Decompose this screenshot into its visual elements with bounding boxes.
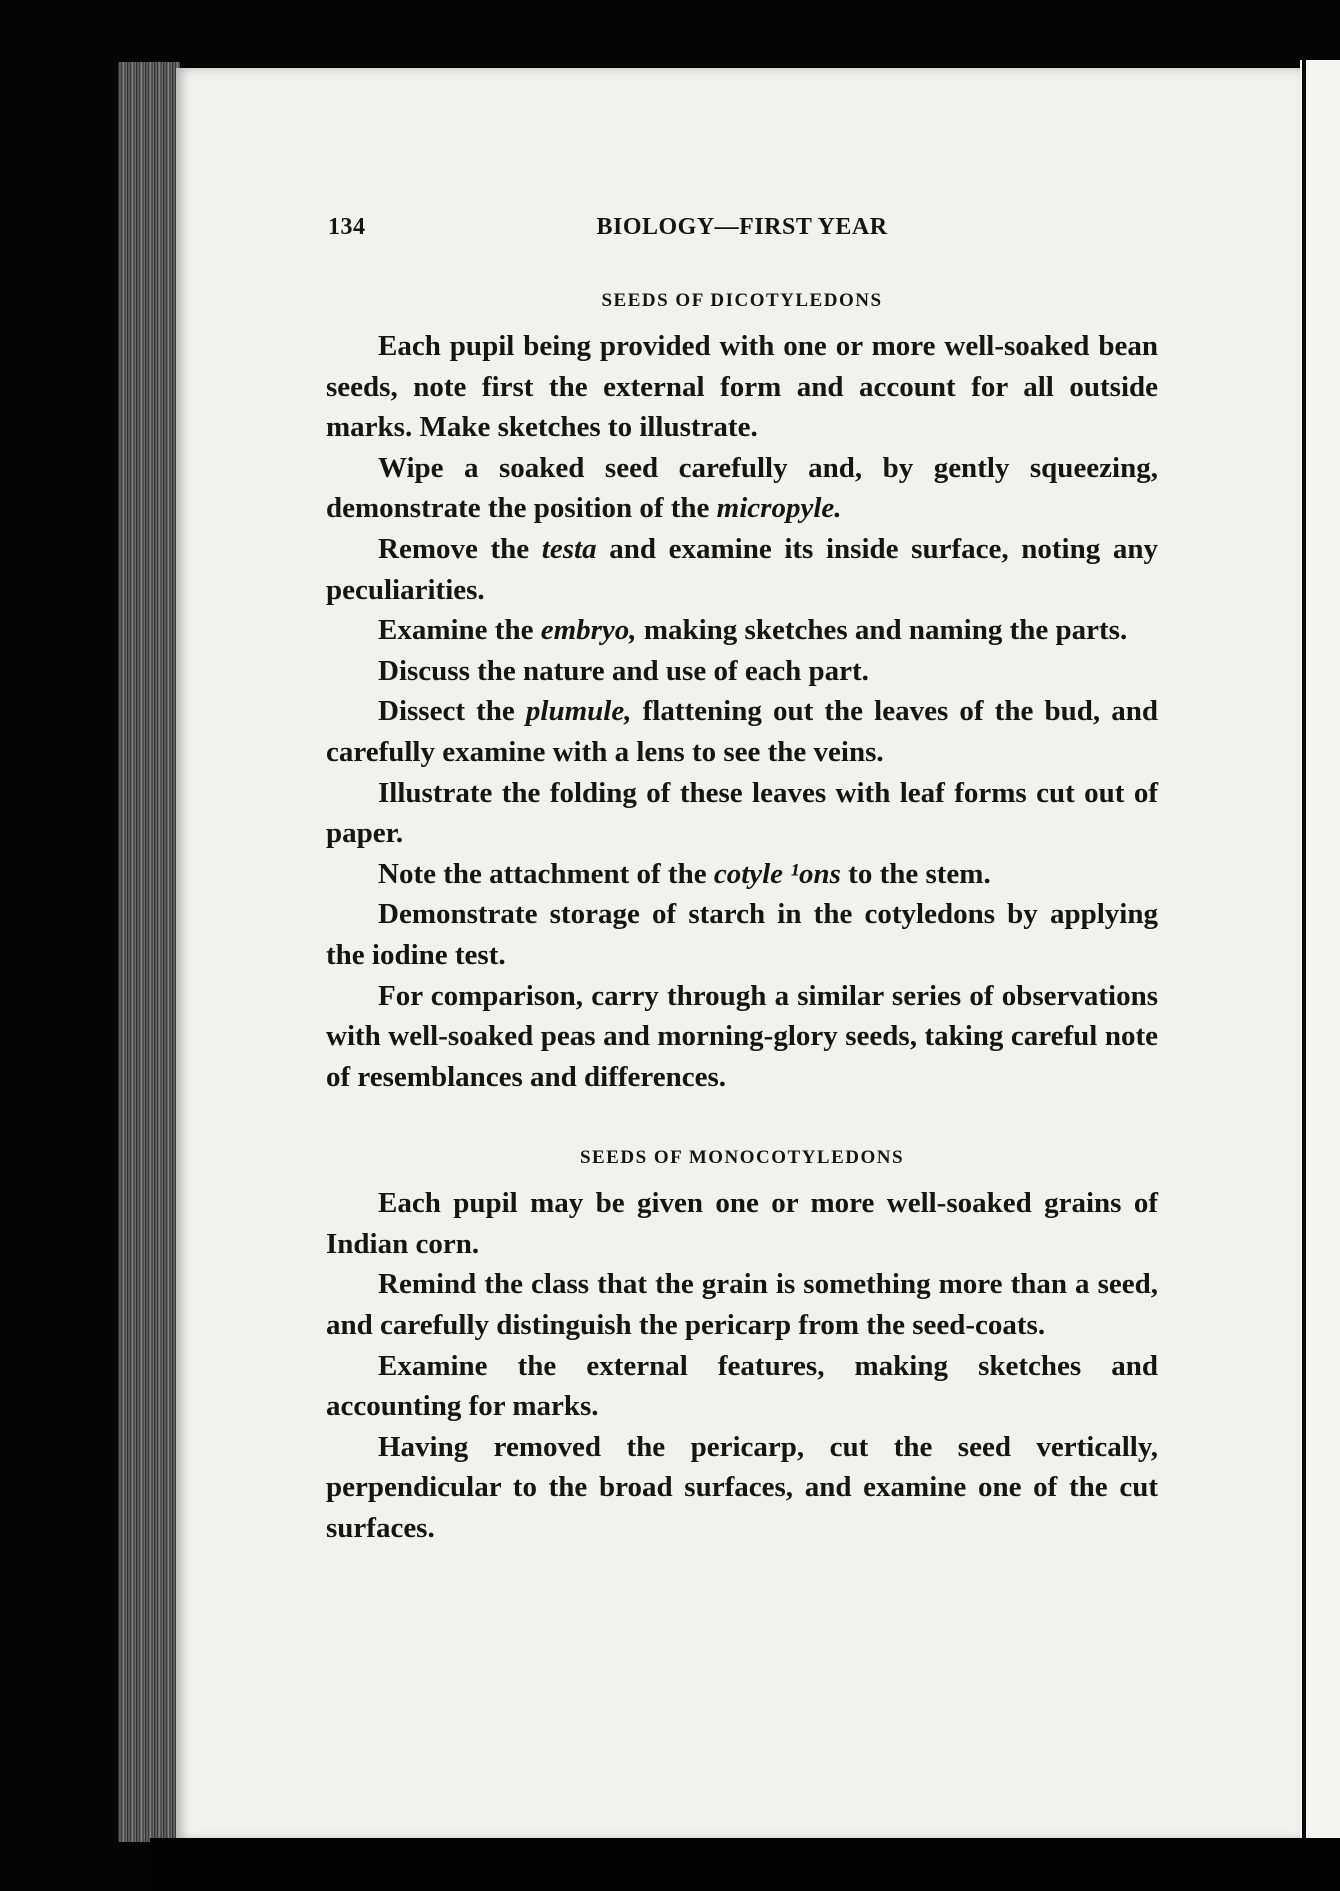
book-page-edges bbox=[118, 62, 180, 1842]
paragraph: Each pupil being provided with one or more well-soaked bean seeds, note first the external form and account for all outside marks. Make sketches to illustrate. bbox=[326, 330, 1158, 444]
paragraph: Each pupil may be given one or more well-soaked grains of Indian corn. bbox=[326, 1187, 1158, 1260]
section-heading: SEEDS OF DICOTYLEDONS bbox=[601, 290, 883, 311]
italic-term: embryo, bbox=[540, 614, 637, 647]
paragraph: Demonstrate storage of starch in the cotyledons by applying the iodine test. bbox=[326, 898, 1158, 971]
facing-page-edge bbox=[1300, 60, 1340, 1860]
section-dicotyledons bbox=[326, 290, 1158, 1097]
paragraph: Note the attachment of the cotyle ¹ons to the stem. bbox=[378, 857, 991, 890]
paragraph: Having removed the pericarp, cut the seed vertically, perpendicular to the broad surfaces, and examine one of the cut surfaces. bbox=[326, 1430, 1158, 1545]
paragraph: Remind the class that the grain is something more than a seed, and carefully distinguish the pericarp from the seed-coats. bbox=[326, 1268, 1158, 1342]
running-title: BIOLOGY—FIRST YEAR bbox=[596, 214, 888, 240]
gutter-shadow bbox=[1302, 60, 1306, 1860]
paragraph: Examine the external features, making sketches and accounting for marks. bbox=[326, 1349, 1158, 1423]
paragraph: Examine the embryo, making sketches and naming the parts. bbox=[378, 614, 1128, 647]
paragraph: Illustrate the folding of these leaves with leaf forms cut out of paper. bbox=[326, 776, 1158, 850]
italic-term: cotyle ¹ons bbox=[713, 857, 841, 890]
paragraph: Remove the testa and examine its inside surface, noting any peculiarities. bbox=[326, 532, 1158, 606]
page-text-block bbox=[326, 214, 1158, 1549]
paragraph: Discuss the nature and use of each part. bbox=[378, 654, 869, 687]
bottom-shadow bbox=[150, 1838, 1340, 1891]
section-monocotyledons bbox=[326, 1147, 1158, 1548]
italic-term: plumule, bbox=[525, 695, 632, 728]
paragraph: Dissect the plumule, flattening out the leaves of the bud, and carefully examine with a lens to see the veins. bbox=[326, 695, 1158, 768]
running-head bbox=[326, 214, 1158, 246]
italic-term: testa bbox=[541, 532, 597, 565]
italic-term: micropyle. bbox=[716, 492, 842, 525]
page-number: 134 bbox=[328, 214, 366, 240]
paragraph: For comparison, carry through a similar series of observations with well-soaked peas and morning-glory seeds, taking careful note of resemblances and differences. bbox=[326, 979, 1158, 1093]
section-heading: SEEDS OF MONOCOTYLEDONS bbox=[579, 1147, 905, 1169]
paragraph: Wipe a soaked seed carefully and, by gently squeezing, demonstrate the position of the micropyle. bbox=[326, 451, 1158, 525]
